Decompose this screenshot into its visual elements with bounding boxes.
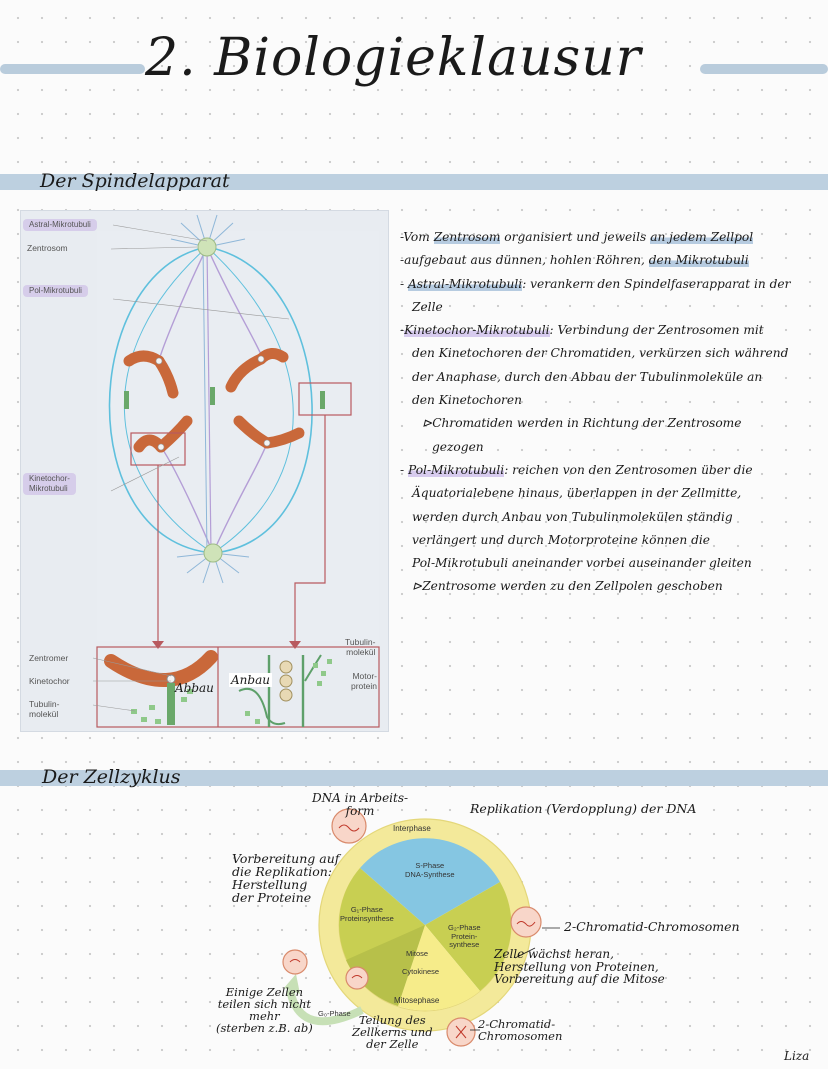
annotation-einige-zellen: Einige Zellen teilen sich nicht mehr (sterben z.B. ab) [216, 985, 313, 1036]
label-zentrosom: Zentrosom [27, 243, 68, 253]
note-line: verlängert und durch Motorproteine können die [412, 532, 711, 547]
label-g2-phase: G₂-Phase Protein- synthese [448, 923, 481, 950]
label-interphase: Interphase [393, 824, 431, 833]
note-line: ⊳Zentrosome werden zu den Zellpolen geschoben [412, 579, 723, 594]
annotation-dna-arbeitsform: DNA in Arbeits- form [312, 791, 409, 818]
annotation-2-chromatid-b: 2-Chromatid- Chromosomen [478, 1017, 563, 1044]
note-line: den Kinetochoren der Chromatiden, verkürzen sich während [412, 346, 789, 361]
annotation-replikation: Replikation (Verdopplung) der DNA [470, 801, 697, 816]
annotation-zelle-waechst: Zelle wächst heran, Herstellung von Proteinen, Vorbereitung auf die Mitose [494, 947, 665, 987]
note-line: -aufgebaut aus dünnen, hohlen Röhren, den Mikrotubuli [400, 253, 749, 268]
label-tubulin-right: Tubulin- molekül [345, 637, 376, 657]
note-line: werden durch Anbau von Tubulinmolekülen ständig [412, 509, 733, 524]
label-cytokinese: Cytokinese [402, 967, 440, 976]
note-line: Äquatorialebene hinaus, überlappen in der Zellmitte, [412, 486, 742, 501]
annotation-anbau: Anbau [231, 673, 270, 687]
label-g1-phase: G₁-Phase Proteinsynthese [340, 905, 394, 923]
note-line: -Kinetochor-Mikrotubuli: Verbindung der Zentrosomen mit [400, 323, 764, 338]
label-mitosephase: Mitosephase [394, 996, 440, 1005]
label-g0-phase: G₀-Phase [318, 1009, 351, 1018]
label-s-phase: S-Phase DNA-Synthese [405, 861, 455, 879]
note-line: - Pol-Mikrotubuli: reichen von den Zentrosomen über die [400, 462, 753, 477]
annotation-vorbereitung: Vorbereitung auf die Replikation: Herstellung der Proteine [232, 851, 340, 906]
label-kinetochor-mikrotubuli: Kinetochor- Mikrotubuli [23, 473, 76, 495]
label-mitose: Mitose [406, 949, 429, 958]
note-line: Zelle [412, 299, 443, 314]
signature: Liza [784, 1049, 810, 1063]
annotation-abbau: Abbau [175, 681, 214, 695]
label-kinetochor: Kinetochor [29, 676, 70, 686]
note-line: Pol-Mikrotubuli aneinander vorbei auseinander gleiten [412, 556, 752, 571]
note-line: den Kinetochoren [412, 393, 522, 408]
page-title: 2. Biologieklausur [145, 28, 642, 88]
label-pol-mikrotubuli: Pol-Mikrotubuli [23, 285, 88, 297]
annotation-teilung: Teilung des Zellkerns und der Zelle [352, 1013, 433, 1052]
label-astral-mikrotubuli: Astral-Mikrotubuli [23, 219, 97, 231]
section-title-zellzyklus: Der Zellzyklus [42, 766, 181, 788]
note-line: ⊳Chromatiden werden in Richtung der Zentrosome [422, 416, 742, 431]
note-line: -Vom Zentrosom organisiert und jeweils an jedem Zellpol [400, 230, 754, 244]
label-motorprotein: Motor- protein [351, 671, 377, 691]
section-title-spindelapparat: Der Spindelapparat [40, 170, 230, 192]
annotation-2-chromatid-a: 2-Chromatid-Chromosomen [564, 919, 740, 934]
label-zentromer: Zentromer [29, 653, 69, 663]
note-line: der Anaphase, durch den Abbau der Tubulinmoleküle an [412, 369, 763, 384]
note-line: - Astral-Mikrotubuli: verankern den Spindelfaserapparat in der [400, 276, 791, 291]
label-tubulin-left: Tubulin- molekül [29, 699, 60, 719]
note-line: gezogen [432, 439, 484, 454]
